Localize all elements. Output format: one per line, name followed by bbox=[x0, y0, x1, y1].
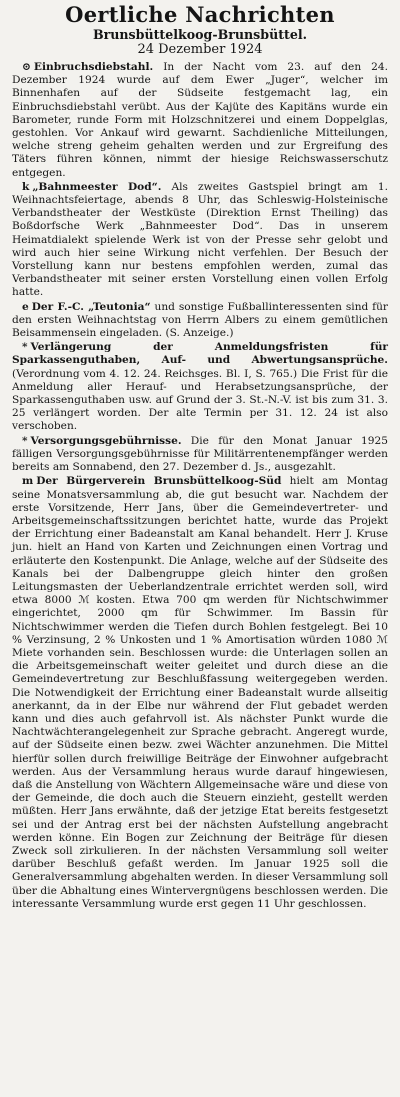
article-text: hielt am Montag seine Monatsversammlung ab, die gut besucht war. Nachdem der erste Vorsitzende, Herr Jans, über die Gemeindevertreter- und Arbeitsgemeinschaftssitzungen berichtet hatte, wurde das Projekt der Errichtung einer Badeanstalt am Kanal behandelt. Herr J. Kruse jun. hielt an Hand von Karten und Zeichnungen einen Vortrag und erläuterte den Kostenpunkt. Die Anlage, welche auf der Südseite des Kanals bei der Dalbengruppe gleich hinter den großen Leitungsmasten der Ueberlandzentrale errichtet werden soll, wird etwa 8000 ℳ kosten. Etwa 700 qm werden für Nichtschwimmer eingerichtet, 2000 qm für Schwimmer. Im Bassin für Nichtschwimmer werden die Tiefen durch Bohlen festgelegt. Bei 10 % Verzinsung, 2 % Unkosten und 1 % Amortisation würden 1080 ℳ Miete vorhanden sein. Beschlossen wurde: die Unterlagen sollen an die Arbeitsgemeinschaft weiter geleitet und durch diese an die Gemeindevertretung zur Beschlußfassung weitergegeben werden. Die Notwendigkeit der Errichtung einer Badeanstalt wurde allseitig anerkannt, da in der Elbe nur während der Flut gebadet werden kann und dies auch gefahrvoll ist. Als nächster Punkt wurde die Nachtwächterangelegenheit zur Sprache gebracht. Angeregt wurde, auf der Südseite einen bezw. zwei Wächter anzunehmen. Die Mittel hierfür sollen durch freiwillige Beiträge der Einwohner aufgebracht werden. Aus der Versammlung heraus wurde darauf hingewiesen, daß die Anstellung von Wächtern Allgemeinsache wäre und diese von der Gemeinde, die doch auch die Steuern einzieht, gestellt werden müßten. Herr Jans erwähnte, daß der jetzige Etat bereits festgesetzt sei und der Antrag erst bei der nächsten Aufstellung angebracht werden könne. Ein Bogen zur Zeichnung der Beiträge für diesen Zweck soll zirkulieren. In der nächsten Versammlung soll weiter darüber Beschluß gefaßt werden. Im Januar 1925 soll die Generalversammlung abgehalten werden. In dieser Versammlung soll über die Abhaltung eines Wintervergnügens beschlossen werden. Die interessante Versammlung wurde erst gegen 11 Uhr geschlossen. bbox=[12, 475, 388, 910]
article-headline: Verlängerung der Anmeldungsfristen für Sparkassenguthaben, Auf- und Abwertungsansprüche. bbox=[12, 341, 388, 367]
article-marker: * bbox=[22, 434, 28, 447]
article-teutonia bbox=[12, 301, 388, 341]
article-marker: e bbox=[22, 300, 29, 313]
article-einbruchsdiebstahl bbox=[12, 61, 388, 180]
section-subtitle: Brunsbüttelkoog-Brunsbüttel. bbox=[92, 27, 308, 42]
article-text: Die für den Monat Januar 1925 fälligen Versorgungsgebührnisse für Militärrentenempfänger werden bereits am Sonnabend, den 27. Dezember d. Js., ausgezahlt. bbox=[12, 434, 388, 474]
article-buergerverein bbox=[12, 475, 388, 911]
article-text: In der Nacht vom 23. auf den 24. Dezember 1924 wurde auf dem Ewer „Juger“, welcher im Binnenhafen auf der Südseite festgemacht lag, ein Einbruchsdiebstahl verübt. Aus der Kajüte des Kapitäns wurde ein Barometer, runde Form mit Holzschnitzerei und einem Doppelglas, gestohlen. Vor Ankauf wird gewarnt. Sachdienliche Mitteilungen, welche streng geheim gehalten werden und zur Ergreifung des Täters führen können, nimmt der hiesige Reichswasserschutz entgegen. bbox=[12, 61, 388, 179]
section-header bbox=[12, 3, 388, 57]
article-headline: Der F.-C. „Teutonia“ bbox=[31, 300, 151, 313]
article-bahnmeester-dod bbox=[12, 181, 388, 300]
article-headline: Der Bürgerverein Brunsbüttelkoog-Süd bbox=[36, 475, 282, 488]
article-headline: Einbruchsdiebstahl. bbox=[33, 61, 154, 73]
article-versorgungsgebuehrnisse bbox=[12, 435, 388, 475]
issue-date: 24 Dezember 1924 bbox=[137, 42, 263, 57]
article-marker: m bbox=[22, 475, 34, 488]
article-list bbox=[12, 61, 388, 911]
article-headline: Versorgungsgebührnisse. bbox=[30, 434, 182, 447]
article-text: Als zweites Gastspiel bringt am 1. Weihnachtsfeiertage, abends 8 Uhr, das Schleswig-Holsteinische Verbandstheater der Westküste (Direktion Ernst Theiling) das Boßdorfsche Werk „Bahnmeester Dod“. Das in unserem Heimatdialekt spielende Werk ist von der Presse sehr gelobt und wird auch hier seine Wirkung nicht verfehlen. Der Besuch der Vorstellung kann nur bestens empfohlen werden, zumal das Verbandstheater mit seiner ersten Vorstellung einen vollen Erfolg hatte. bbox=[12, 180, 388, 299]
article-headline: „Bahnmeester Dod“. bbox=[32, 180, 162, 193]
article-anmeldungsfristen bbox=[12, 341, 388, 433]
article-marker: k bbox=[22, 180, 30, 193]
article-marker: ⊙ bbox=[22, 61, 31, 73]
section-title: Oertliche Nachrichten bbox=[65, 2, 335, 27]
article-text: und sonstige Fußballinteressenten sind für den ersten Weihnachtstag von Herrn Albers zu einem gemütlichen Beisammensein eingeladen. (S. Anzeige.) bbox=[12, 300, 388, 340]
article-marker: * bbox=[22, 341, 28, 354]
article-text: (Verordnung vom 4. 12. 24. Reichsges. Bl. I, S. 765.) Die Frist für die Anmeldung aller Herauf- und Herabsetzungsansprüche, der Sparkassenguthaben usw. auf Grund der 3. St.-N.-V. ist bis zum 31. 3. 25 verlängert worden. Der alte Termin per 31. 12. 24 ist also verschoben. bbox=[12, 367, 388, 433]
